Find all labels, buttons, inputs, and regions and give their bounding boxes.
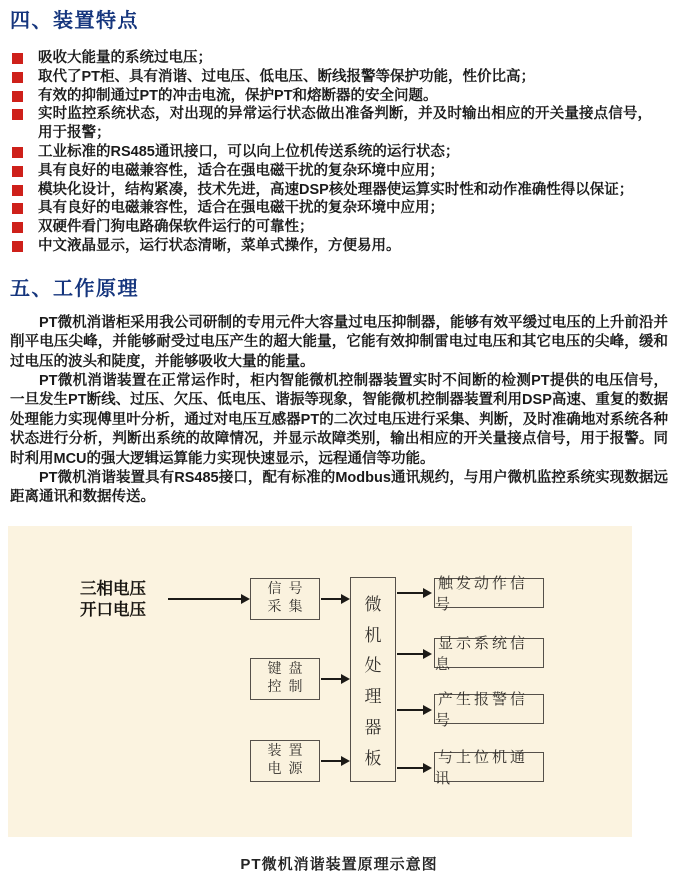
arrow-right-icon: [397, 767, 423, 769]
diagram-box-output-display: [434, 635, 544, 673]
feature-item: [10, 199, 668, 218]
principle-diagram: [8, 526, 632, 837]
box-label-line: 控制: [267, 679, 310, 695]
cpu-char: 板: [364, 748, 382, 768]
feature-item: [10, 181, 668, 200]
diagram-input-label: [80, 579, 146, 621]
feature-item: [10, 162, 668, 181]
feature-item: [10, 105, 668, 143]
bullet-square-icon: [12, 91, 23, 102]
feature-text: 吸收大能量的系统过电压；: [38, 50, 212, 66]
diagram-box-keyboard-control: [250, 658, 320, 700]
principle-paragraphs: [10, 314, 668, 508]
feature-item: [10, 218, 668, 237]
principle-paragraph: PT微机消谐装置在正常运作时，柜内智能微机控制器装置实时不间断的检测PT提供的电压信号，一旦发生PT断线、过压、欠压、低电压、谐振等现象，智能微机控制器装置利用DSP高速、重复的数据处理能力实现傅里叶分析，通过对电压互感器PT的二次过电压进行采集、判断，及时准确地对系统各种状态进行分析，判断出系统的故障情况，并显示故障类别，输出相应的开关量接点信号，用于报警。同时利用MCU的强大逻辑运算能力实现快速显示，远程通信等功能。: [10, 372, 668, 467]
feature-text: 工业标准的RS485通讯接口，可以向上位机传送系统的运行状态；: [38, 143, 460, 160]
arrow-right-icon: [321, 598, 341, 600]
principle-paragraph: PT微机消谐装置具有RS485接口，配有标准的Modbus通讯规约，与用户微机监控系统实现数据远距离通讯和数据传送。: [10, 470, 668, 506]
box-label-line: 电源: [267, 761, 310, 777]
input-label-line: 开口电压: [80, 600, 146, 619]
bullet-square-icon: [12, 203, 23, 214]
bullet-square-icon: [12, 147, 23, 158]
feature-text: 实时监控系统状态，对出现的异常运行状态做出准备判断，并及时输出相应的开关量接点信号，用于报警；: [38, 106, 652, 142]
bullet-square-icon: [12, 241, 23, 252]
bullet-square-icon: [12, 222, 23, 233]
input-label-line: 三相电压: [80, 579, 146, 598]
bullet-square-icon: [12, 109, 23, 120]
section-principle-heading: 五、工作原理: [10, 277, 139, 300]
feature-item: [10, 143, 668, 162]
diagram-box-signal-acquisition: [250, 578, 320, 620]
box-label-line: 信号: [267, 581, 310, 597]
cpu-char: 理: [364, 687, 382, 707]
feature-item: [10, 87, 668, 106]
feature-text: 中文液晶显示，运行状态清晰，菜单式操作，方便易用。: [38, 237, 401, 254]
principle-paragraph: PT微机消谐柜采用我公司研制的专用元件大容量过电压抑制器，能够有效平缓过电压的上升前沿并削平电压尖峰，并能够耐受过电压产生的超大能量，它能有效抑制雷电过电压和其它电压的尖峰，缓和过电压的波头和陡度，并能够吸收大量的能量。: [10, 314, 668, 370]
bullet-square-icon: [12, 185, 23, 196]
arrow-right-icon: [321, 678, 341, 680]
cpu-char: 处: [364, 656, 382, 676]
diagram-box-output-alarm: [434, 691, 544, 729]
feature-text: 具有良好的电磁兼容性，适合在强电磁干扰的复杂环境中应用；: [38, 200, 444, 217]
features-list: [10, 49, 668, 256]
diagram-box-device-power: [250, 740, 320, 782]
bullet-square-icon: [12, 166, 23, 177]
arrow-right-icon: [321, 760, 341, 762]
feature-text: 模块化设计，结构紧凑，技术先进，高速DSP核处理器使运算实时性和动作准确性得以保证；: [38, 181, 634, 198]
arrow-right-icon: [397, 592, 423, 594]
bullet-square-icon: [12, 72, 23, 83]
feature-text: 取代了PT柜、具有消谐、过电压、低电压、断线报警等保护功能，性价比高；: [38, 68, 536, 85]
box-label: 触发动作信号: [435, 575, 529, 613]
feature-item: [10, 68, 668, 87]
feature-text: 具有良好的电磁兼容性，适合在强电磁干扰的复杂环境中应用；: [38, 162, 444, 179]
box-label-line: 采集: [267, 599, 310, 615]
cpu-char: 器: [364, 718, 382, 738]
arrow-right-icon: [397, 653, 423, 655]
box-label: 产生报警信号: [435, 691, 529, 729]
diagram-box-cpu: [350, 577, 396, 782]
bullet-square-icon: [12, 53, 23, 64]
feature-text: 有效的抑制通过PT的冲击电流，保护PT和熔断器的安全问题。: [38, 87, 438, 104]
cpu-char: 机: [364, 625, 382, 645]
box-label: 与上位机通讯: [435, 749, 529, 787]
box-label-line: 装置: [267, 743, 310, 759]
diagram-box-output-comm: [434, 749, 544, 787]
diagram-box-output-trigger: [434, 575, 544, 613]
section-features-heading: 四、装置特点: [10, 10, 139, 32]
box-label: 显示系统信息: [435, 635, 529, 673]
feature-text: 双硬件看门狗电路确保软件运行的可靠性；: [38, 219, 314, 236]
cpu-char: 微: [364, 594, 382, 614]
box-label-line: 键盘: [267, 661, 310, 677]
diagram-caption: PT微机消谐装置原理示意图: [240, 855, 438, 873]
feature-item: [10, 49, 668, 68]
arrow-right-icon: [397, 709, 423, 711]
arrow-right-icon: [168, 598, 241, 600]
feature-item: [10, 237, 668, 256]
